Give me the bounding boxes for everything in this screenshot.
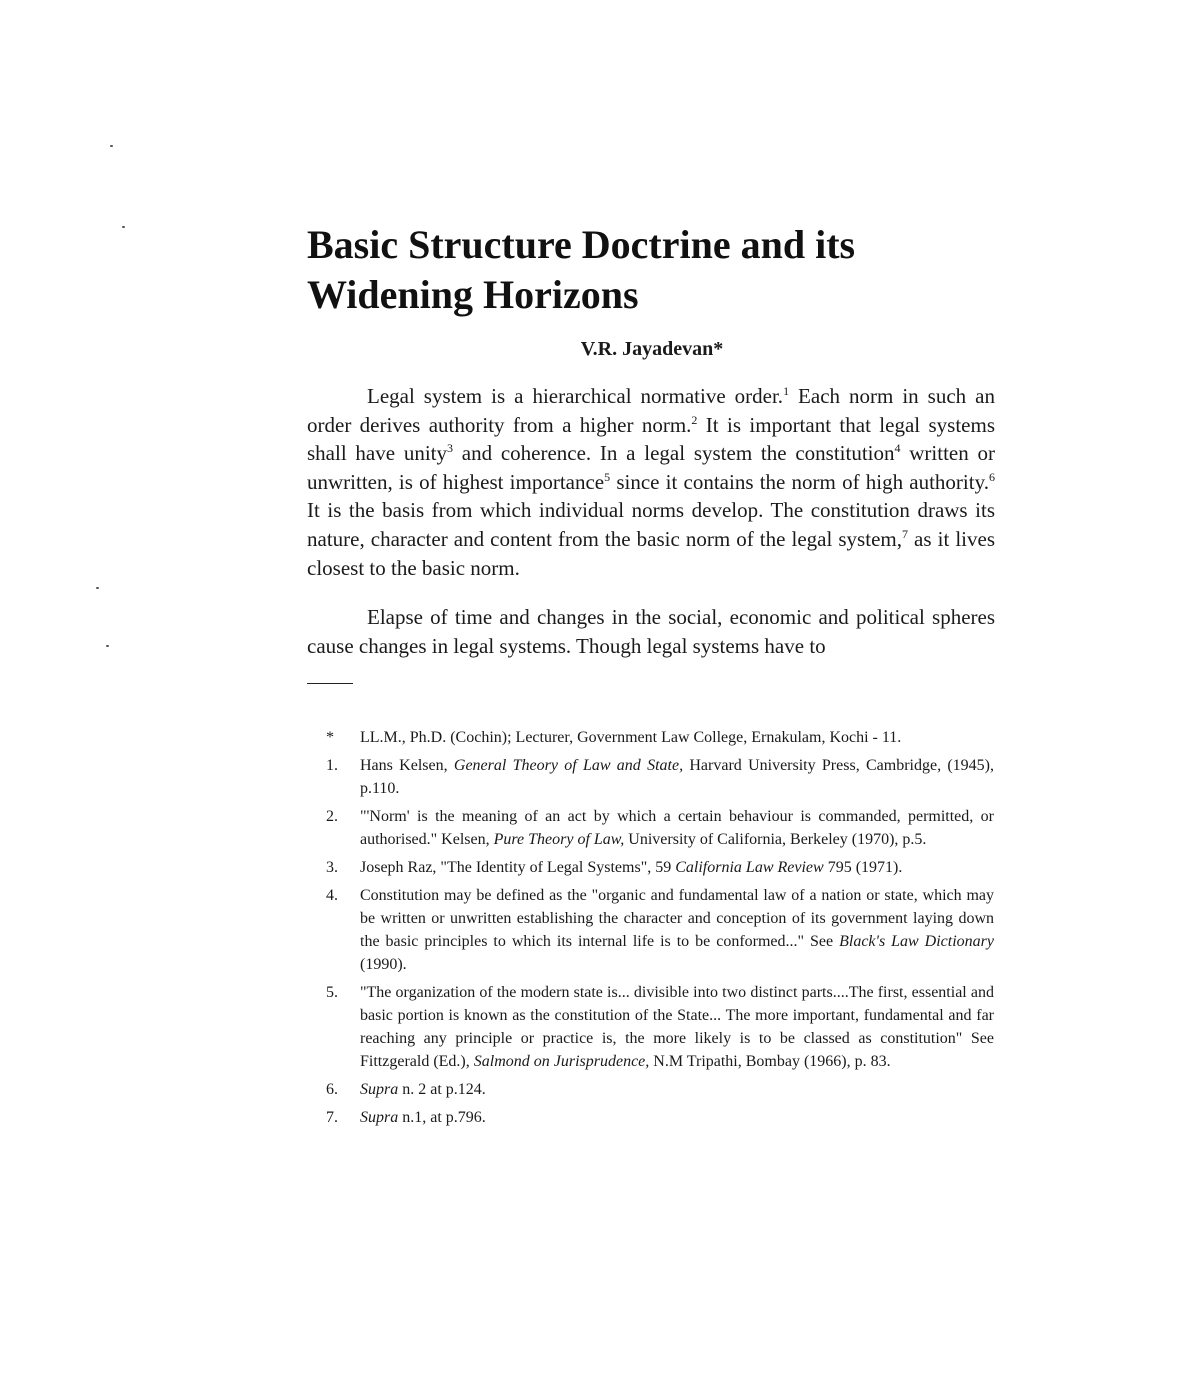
paragraph-text: Elapse of time and changes in the social, economic and political spheres cause changes in legal systems. Though legal systems have to bbox=[307, 605, 995, 658]
footnote-text bbox=[360, 754, 994, 800]
footnote-number: 2. bbox=[326, 808, 338, 825]
footnote-text-part: N.M Tripathi, Bombay (1966), p. 83. bbox=[649, 1053, 891, 1070]
footnote-number: 7. bbox=[326, 1109, 338, 1126]
footnote-ref: 4 bbox=[894, 441, 901, 456]
paragraph-1 bbox=[307, 382, 995, 582]
footnote-text-part: "The organization of the modern state is... divisible into two distinct parts....The first, essential and basic portion is known as the constitution of the State... The more important, fundamental and far reaching any principle or practice is, the more likely is to be classed as constitution" See Fittzgerald (Ed.), bbox=[360, 984, 994, 1070]
paragraph-text: and coherence. In a legal system the constitution bbox=[453, 441, 895, 466]
footnote-ref: 6 bbox=[988, 469, 995, 484]
footnote-citation-title: Supra bbox=[360, 1081, 399, 1098]
footnote-separator bbox=[307, 683, 353, 684]
footnote-citation-title: Salmond on Jurisprudence, bbox=[473, 1053, 650, 1070]
footnote-text-part: n.1, at p.796. bbox=[398, 1109, 486, 1126]
scan-speck bbox=[110, 145, 113, 147]
footnote-text-part: LL.M., Ph.D. (Cochin); Lecturer, Government Law College, Ernakulam, Kochi - 11. bbox=[360, 729, 902, 746]
footnote-item bbox=[326, 884, 994, 976]
footnote-text-part: University of California, Berkeley (1970), p.5. bbox=[624, 831, 927, 848]
footnote-text-part: Harvard University Press, Cambridge, (1945), p.110. bbox=[360, 757, 995, 797]
footnotes-list bbox=[326, 726, 994, 1134]
footnote-text-part: Joseph Raz, "The Identity of Legal Systems", 59 bbox=[360, 859, 676, 876]
footnote-number: 4. bbox=[326, 887, 338, 904]
scan-speck bbox=[106, 645, 109, 647]
footnote-number: 1. bbox=[326, 757, 338, 774]
footnote-citation-title: General Theory of Law and State, bbox=[453, 757, 684, 774]
footnote-item bbox=[326, 856, 994, 879]
footnote-item bbox=[326, 1078, 994, 1101]
footnote-item bbox=[326, 754, 994, 800]
footnote-text-part: n. 2 at p.124. bbox=[398, 1081, 486, 1098]
paragraph-text: since it contains the norm of high authority. bbox=[610, 469, 989, 494]
author-name: V.R. Jayadevan* bbox=[580, 338, 724, 360]
footnote-citation-title: California Law Review bbox=[675, 859, 824, 876]
footnote-number: 6. bbox=[326, 1081, 338, 1098]
footnote-number: * bbox=[326, 729, 334, 746]
footnote-text bbox=[360, 1106, 994, 1129]
footnote-item bbox=[326, 726, 994, 749]
paragraph-text: written or unwritten, is of highest importance bbox=[307, 441, 995, 494]
footnote-text bbox=[360, 884, 994, 976]
footnote-text-part: Hans Kelsen, bbox=[360, 757, 454, 774]
footnote-text bbox=[360, 856, 994, 879]
footnote-ref: 3 bbox=[447, 441, 453, 456]
footnote-ref: 5 bbox=[604, 469, 611, 484]
footnote-text-part: (1990). bbox=[360, 956, 407, 973]
footnote-ref: 2 bbox=[691, 412, 698, 427]
page-title: Basic Structure Doctrine and its Widening Horizons bbox=[307, 222, 856, 317]
footnote-item bbox=[326, 805, 994, 851]
footnote-citation-title: Black's Law Dictionary bbox=[839, 933, 994, 950]
paragraph-text: as it lives closest to the basic norm. bbox=[307, 526, 995, 580]
footnote-text bbox=[360, 981, 994, 1073]
footnote-number: 5. bbox=[326, 984, 338, 1001]
footnote-ref: 1 bbox=[783, 384, 790, 398]
scan-speck bbox=[122, 226, 125, 228]
paragraph-text: It is important that legal systems shall have unity bbox=[307, 412, 995, 466]
footnote-text bbox=[360, 805, 994, 851]
paragraph-text: It is the basis from which individual norms develop. The constitution draws its nature, character and content from the basic norm of the legal system, bbox=[307, 498, 995, 551]
paragraph-2 bbox=[307, 603, 995, 660]
footnote-text bbox=[360, 1078, 994, 1101]
footnote-text bbox=[360, 726, 994, 749]
scan-speck bbox=[96, 587, 99, 589]
footnote-item bbox=[326, 1106, 994, 1129]
paragraph-text: Each norm in such an order derives authority from a higher norm. bbox=[307, 384, 995, 437]
footnote-citation-title: Supra bbox=[360, 1109, 399, 1126]
footnote-number: 3. bbox=[326, 859, 338, 876]
footnote-text-part: Constitution may be defined as the "organic and fundamental law of a nation or state, which may be written or unwritten establishing the character and conception of its government laying down the basic principles to which its internal life is to be conformed..." See bbox=[360, 887, 994, 950]
footnote-text-part: "'Norm' is the meaning of an act by which a certain behaviour is commanded, permitted, or authorised." Kelsen, bbox=[360, 808, 994, 848]
footnote-citation-title: Pure Theory of Law, bbox=[493, 831, 625, 848]
footnote-text-part: 795 (1971). bbox=[823, 859, 903, 876]
footnote-item bbox=[326, 981, 994, 1073]
paragraph-text: Legal system is a hierarchical normative order. bbox=[367, 384, 784, 408]
footnote-ref: 7 bbox=[901, 526, 908, 541]
